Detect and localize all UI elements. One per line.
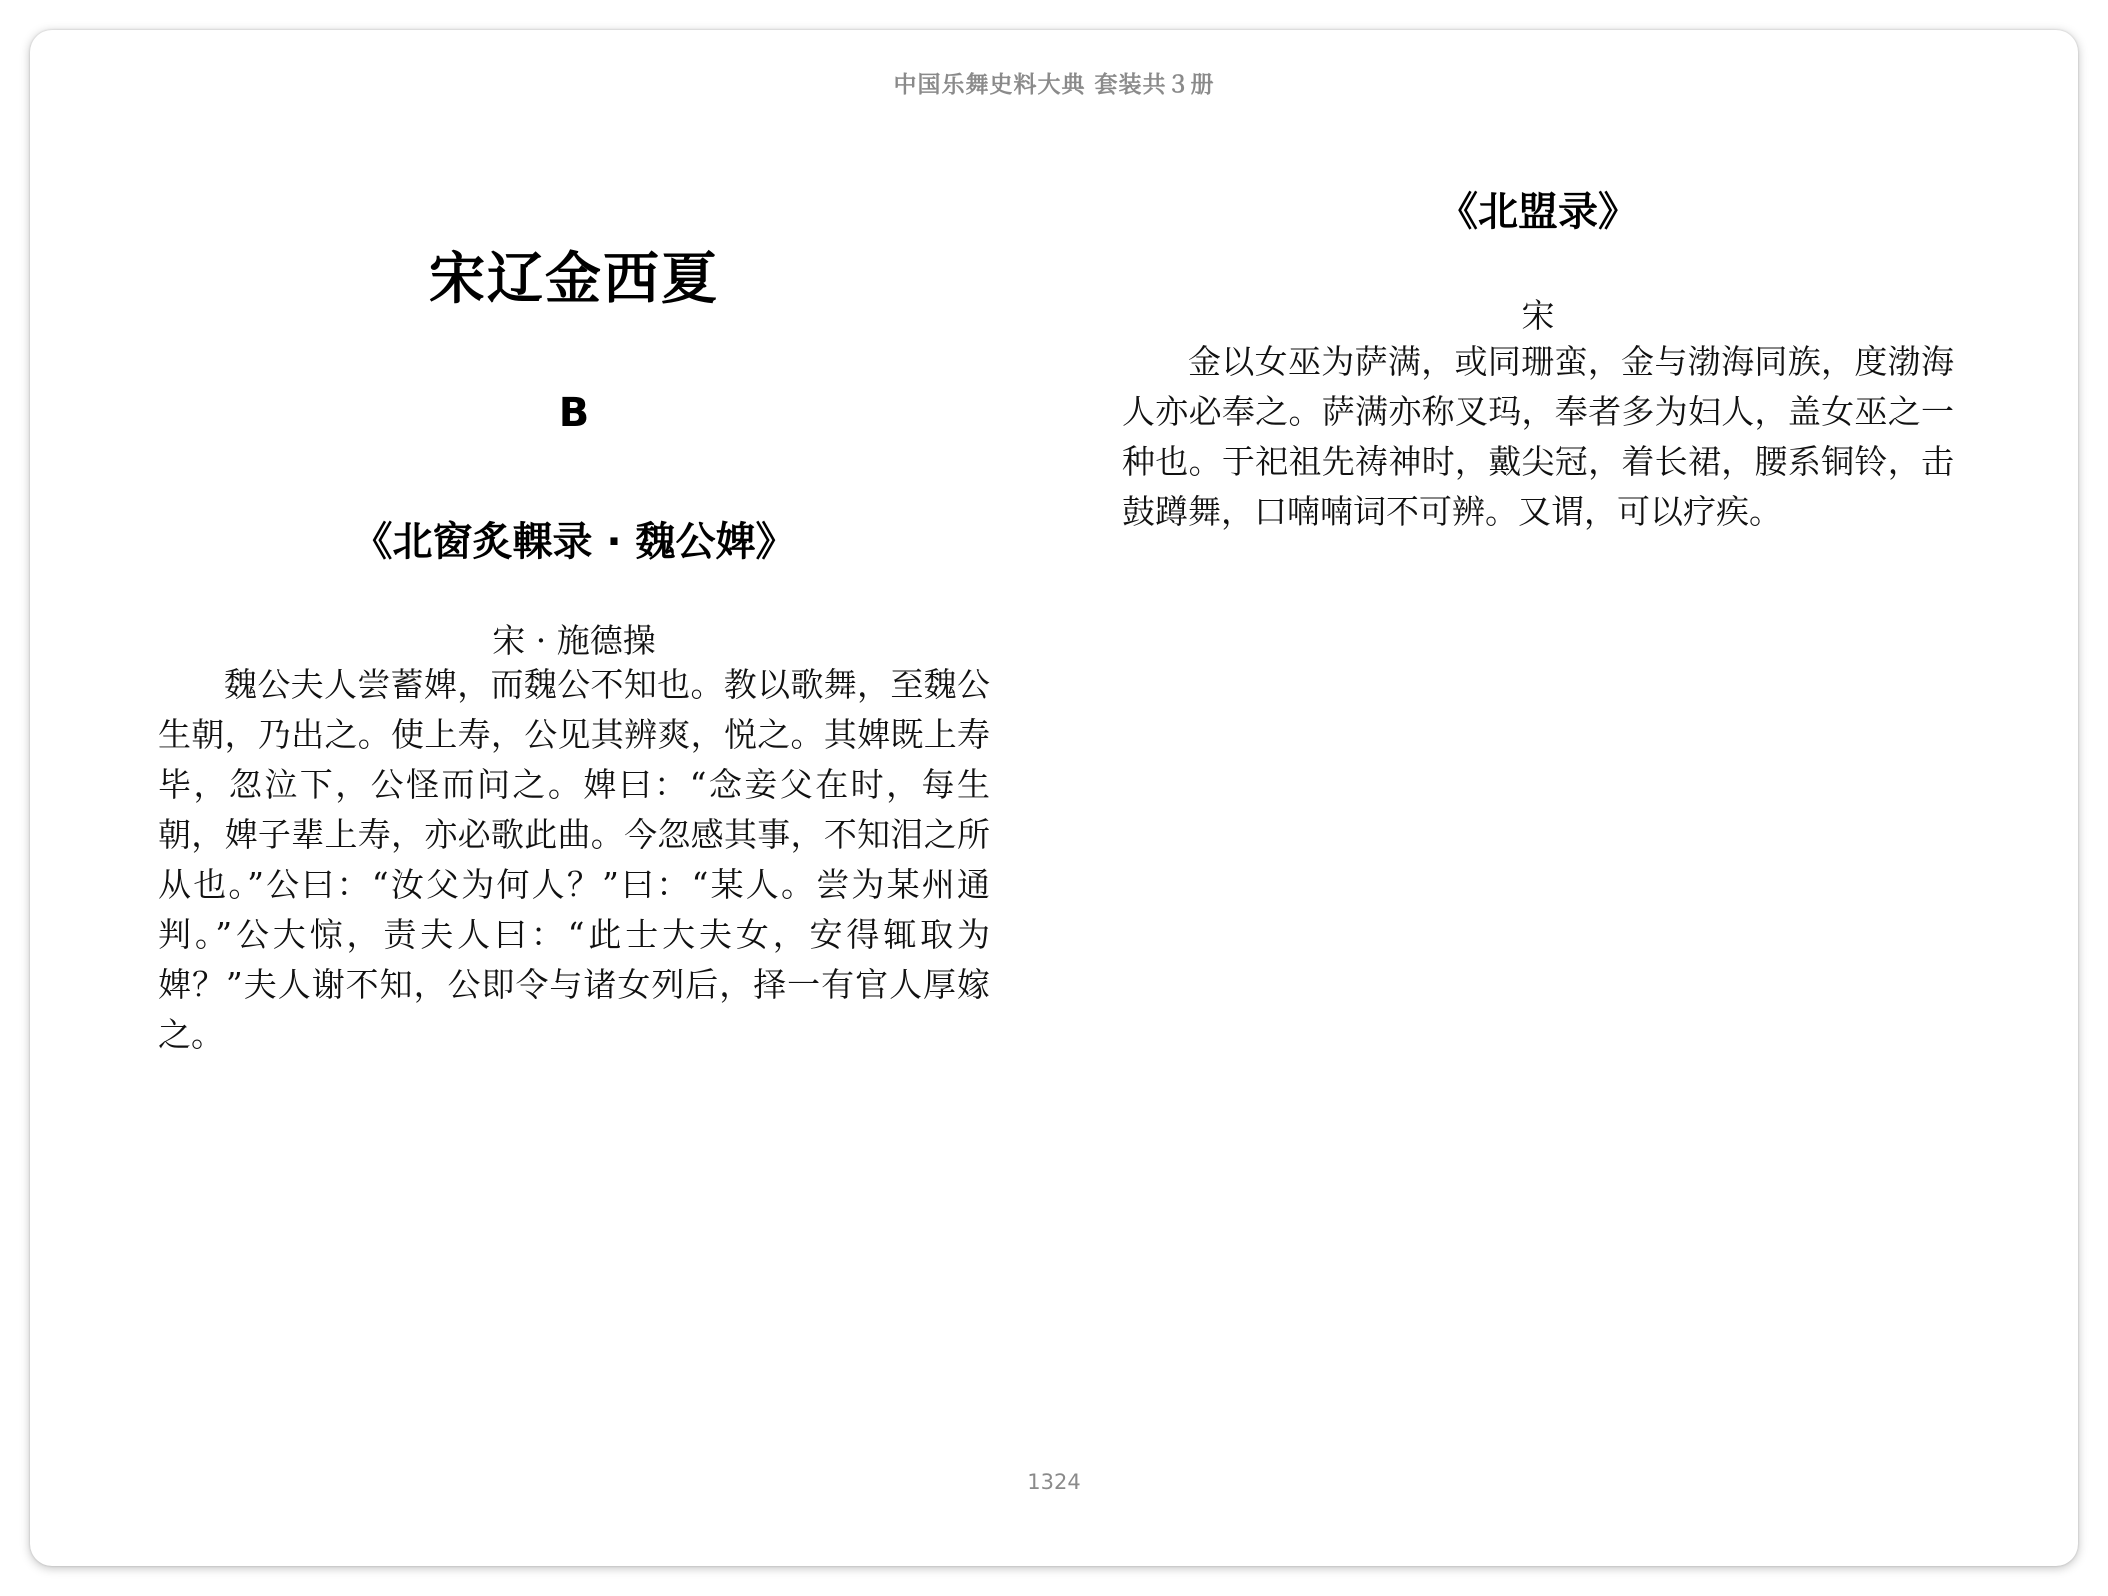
part-title: 宋辽金西夏: [429, 247, 719, 312]
book-title: 中国乐舞史料大典 套装共３册: [893, 72, 1215, 98]
reader-window: [30, 30, 2078, 1566]
section-letter: B: [558, 390, 590, 436]
body-paragraph[interactable]: 魏公夫人尝蓄婢，而魏公不知也。教以歌舞，至魏公生朝，乃出之。使上寿，公见其辨爽，悦之。其婢既上寿毕，忽泣下，公怪而问之。婢曰：“念妾父在时，每生朝，婢子辈上寿，亦必歌此曲。今忽感其事，不知泪之所从也。”公曰：“汝父为何人？”曰：“某人。尝为某州通判。”公大惊，责夫人曰：“此士大夫女，安得辄取为婢？”夫人谢不知，公即令与诸女列后，择一有官人厚嫁之。: [158, 665, 990, 1054]
body-paragraph[interactable]: 金以女巫为萨满，或同珊蛮，金与渤海同族，度渤海人亦必奉之。萨满亦称叉玛，奉者多为妇人，盖女巫之一种也。于祀祖先祷神时，戴尖冠，着长裙，腰系铜铃，击鼓蹲舞，口喃喃词不可辨。又谓，可以疗疾。: [1122, 342, 1954, 531]
work-title: 《北窗炙輠录 · 魏公婢》: [352, 519, 796, 565]
page-number: 1324: [1027, 1470, 1081, 1494]
author: 宋: [1521, 296, 1555, 335]
author: 宋 · 施德操: [492, 621, 656, 660]
work-title: 《北盟录》: [1438, 189, 1638, 235]
